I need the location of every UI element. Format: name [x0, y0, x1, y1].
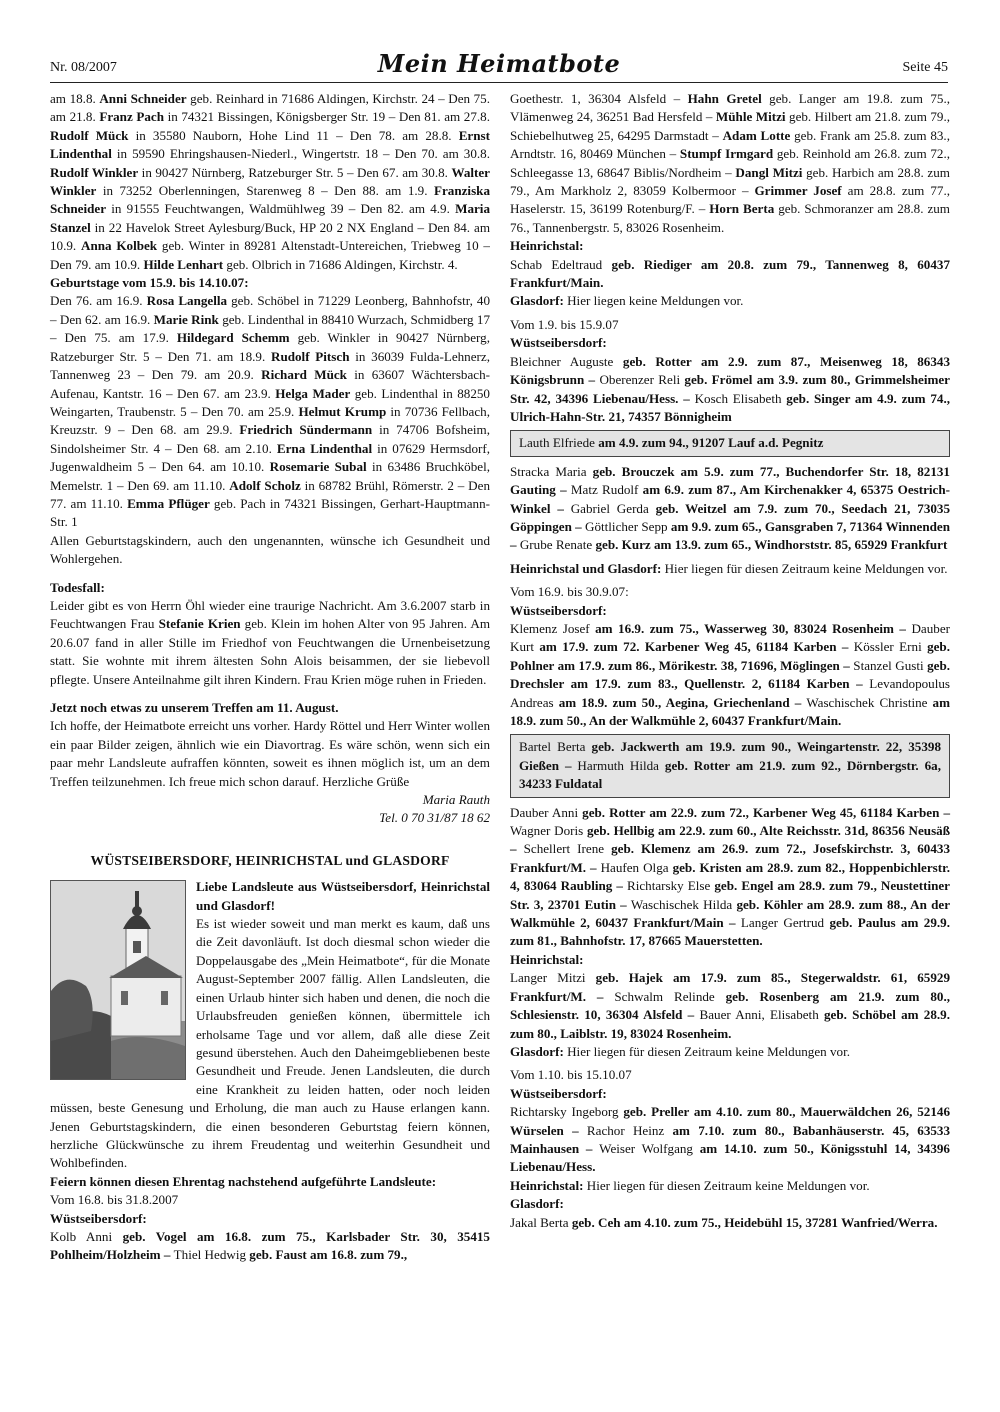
death-heading: Todesfall: [50, 579, 105, 595]
signature-phone: Tel. 0 70 31/87 18 62 [379, 810, 490, 826]
person-name: Dangl Mitzi [735, 164, 803, 180]
person-name: geb. Rotter am 22.9. zum 72., Karbener Weg 45, 61184 Karben – [578, 804, 950, 820]
person-name: Walter Winkler [50, 164, 490, 199]
person-name: Friedrich Sündermann [239, 422, 373, 438]
person-name: geb. Riediger am 20.8. zum 79., Tannenweg 8, 60437 Frankfurt/Main. [510, 256, 950, 291]
person-name: geb. Kurz am 13.9. zum 65., Windhorststr. 85, 65929 Frankfurt [592, 537, 948, 553]
person-name: geb. Klemenz am 26.9. zum 72., Josefskirchstr. 3, 60433 Frankfurt/M. – [510, 841, 950, 875]
issue-number: Nr. 08/2007 [50, 60, 117, 75]
greeting: Liebe Landsleute aus Wüstseibersdorf, Heinrichstal und Glasdorf! [196, 879, 490, 913]
meeting-text: Ich hoffe, der Heimatbote erreicht uns vorher. Hardy Röttel und Herr Winter wollen ein paar Bilder zeigen, ähnlich wie ein Diavortrag. Es wäre schön, wenn sich ein paar mehr Landsleute aufraffen könnten, soweit es ihnen möglich ist, um an dem Treffen teilzunehmen. Ich freue mich schon darauf. Herzliche Grüße [50, 718, 490, 789]
person-name: geb. Singer am 4.9. zum 74., Ulrich-Hahn-Str. 21, 74357 Bönnigheim [510, 390, 950, 424]
church-photo [50, 880, 186, 1080]
birthday-heading: Geburtstage vom 15.9. bis 14.10.07: [50, 275, 249, 291]
person-name: Adam Lotte [722, 127, 791, 143]
glasdorf-note-1: Glasdorf: Hier liegen keine Meldungen vor. [510, 293, 744, 309]
person-name: Stumpf Irmgard [679, 146, 774, 162]
birthday-list-w2: Bleichner Auguste geb. Rotter am 2.9. zum 87., Meisenweg 18, 86343 Königsbrunn – Oberenzer Reli geb. Frömel am 3.9. zum 80., Grimmelsheimer Str. 42, 34396 Liebenau/Hess. – Kosch Elisabeth geb. Singer am 4.9. zum 74., Ulrich-Hahn-Str. 21, 74357 Bönnigheim [510, 353, 950, 424]
person-name: geb. Hajek am 17.9. zum 85., Stegerwaldstr. 61, 65929 Frankfurt/M. – [510, 970, 950, 1004]
person-name: am 18.9. zum 50., An der Walkmühle 2, 60437 Frankfurt/Main. [510, 694, 951, 728]
person-name: geb. Preller am 4.10. zum 80., Mauerwäldchen 26, 52146 Würselen – [510, 1104, 950, 1138]
person-name: am 17.9. zum 72. Karbener Weg 45, 61184 Karben – [534, 639, 854, 655]
person-name: am 7.10. zum 80., Babanhäuserstr. 45, 63533 Mainhausen – [510, 1122, 951, 1156]
village-heinrichstal-2: Heinrichstal: [510, 951, 584, 967]
page-header [50, 38, 948, 83]
person-name: geb. Schöbel am 28.9. zum 80., Laiblstr. 19, 83024 Rosenheim. [510, 1007, 950, 1041]
person-name: geb. Brouczek am 5.9. zum 77., Buchendorfer Str. 18, 82131 Gauting – [510, 463, 950, 498]
person-name: geb. Paulus am 29.9. zum 81., Bahnhofstr. 17, 87665 Mauerstetten. [510, 915, 950, 949]
person-name: geb. Rosenberg am 21.9. zum 80., Schlesienstr. 10, 36304 Alsfeld – [510, 988, 950, 1023]
signature-name: Maria Rauth [422, 792, 490, 808]
person-name: am 14.10. zum 50., Königsstuhl 14, 34396 Liebenau/Hess. [510, 1140, 950, 1175]
birthday-list-g4: Jakal Berta geb. Ceh am 4.10. zum 75., Heidebühl 15, 37281 Wanfried/Werra. [510, 1214, 938, 1230]
birthday-list-aug: am 18.8. Anni Schneider geb. Reinhard in 71686 Aldingen, Kirchstr. 24 – Den 75. am 21.8. Franz Pach in 74321 Bissingen, Königsberger Str. 19 – Den 81. am 27.8. Rudolf Mück in 35580 Nauborn, Hohe Lind 11 – Den 78. am 28.8. Ernst Lindenthal in 59590 Ehringshausen-Niederl., Wingertstr. 18 – Den 70. am 30.8. Rudolf Winkler in 90427 Nürnberg, Ratzeburger Str. 5 – Den 67. am 30.8. Walter Winkler in 73252 Oberlenningen, Starenweg 8 – Den 88. am 1.9. Franziska Schneider in 91555 Feuchtwangen, Waldmühlweg 39 – Den 82. am 4.9. Maria Stanzel in 22 Havelok Street Aylesburg/Buck, HP 20 2 NX England – Den 84. am 10.9. Anna Kolbek geb. Winter in 89281 Altenstadt-Untereichen, Triebweg 10 – Den 79. am 10.9. Hilde Lenhart geb. Olbrich in 71686 Aldingen, Kirchstr. 4. [50, 91, 490, 272]
person-name: geb. Rotter am 21.9. zum 92., Dörnbergstr. 6a, 34233 Fuldatal [519, 757, 941, 792]
person-name: geb. Drechsler am 17.9. zum 83., Quellenstr. 2, 61184 Karben – [510, 657, 951, 692]
person-name: Rudolf Mück [50, 127, 129, 143]
person-name: geb. Kristen am 28.9. zum 82., Hoppenbichlerstr. 4, 83064 Raubling – [510, 859, 950, 894]
person-name: Helga Mader [275, 385, 351, 401]
person-name: Stefanie Krien [158, 616, 241, 632]
person-name: Helmut Krump [298, 403, 387, 419]
person-name: geb. Ceh am 4.10. zum 75., Heidebühl 15, 37281 Wanfried/Werra. [568, 1214, 938, 1230]
person-name: am 16.9. zum 75., Wasserweg 30, 83024 Rosenheim – [589, 620, 912, 636]
person-name: geb. Engel am 28.9. zum 79., Neustettiner Str. 3, 23701 Eutin – [510, 878, 950, 912]
village-wuestseibersdorf-4: Wüstseibersdorf: [510, 1085, 607, 1101]
person-name: am 18.9. zum 50., Aegina, Griechenland – [553, 694, 807, 710]
intro-text: Es ist wieder soweit und man merkt es kaum, daß uns die Zeit davonläuft. Ist doch diesmal schon wieder die Doppelausgabe des „Mein Heimatbote“, für die Monate August-September 2007 fällig. Allen Landsleuten, die einen Urlaub hinter sich haben und denen, die noch die Urlaubsfreuden genießen können, übermittele ich erholsame Tage und vor allem, daß alle diese Zeit gesund überstehen. Auch den Daheimgebliebenen beste Gesundheit und Freude. Jenen Landsleuten, die durch eine Krankheit zu leiden hatten, oder noch leiden müssen, beste Genesung und Erholung, die man auch zu Hause erlangen kann. Jenen Geburtstagskindern, die einen besonderen Geburtstag feiern können, herzliche Glückwünsche zu ihrem Freudentag und weiterhin Gesundheit und Wohlbefinden. [50, 916, 490, 1171]
highlight-entry-2: Bartel Berta geb. Jackwerth am 19.9. zum 90., Weingartenstr. 22, 35398 Gießen – Harmuth Hilda geb. Rotter am 21.9. zum 92., Dörnbergstr. 6a, 34233 Fuldatal [519, 739, 941, 792]
person-name: Hahn Gretel [687, 91, 762, 106]
person-name: am 6.9. zum 87., Am Kirchenakker 4, 65375 Oestrich-Winkel – [510, 482, 950, 516]
person-name: Grimmer Josef [754, 183, 842, 199]
birthday-list-h1: Schab Edeltraud geb. Riediger am 20.8. zum 79., Tannenweg 8, 60437 Frankfurt/Main. [510, 256, 950, 291]
left-column [50, 90, 490, 1265]
person-name: geb. Vogel am 16.8. zum 75., Karlsbader Str. 30, 35415 Pohlheim/Holzheim – [50, 1228, 490, 1263]
period-oct: Vom 1.10. bis 15.10.07 [510, 1067, 632, 1083]
right-column [510, 90, 950, 1232]
glasdorf-note-2: Glasdorf: Hier liegen für diesen Zeitraum keine Meldungen vor. [510, 1043, 850, 1059]
person-name: geb. Faust am 16.8. zum 79., [246, 1247, 408, 1263]
person-name: Rudolf Pitsch [270, 348, 350, 364]
village-wuestseibersdorf-3: Wüstseibersdorf: [510, 602, 607, 618]
person-name: Franz Pach [99, 109, 164, 125]
person-name: Hilde Lenhart [143, 256, 224, 272]
village-wuestseibersdorf-2: Wüstseibersdorf: [510, 335, 607, 351]
person-name: Marie Rink [153, 311, 219, 327]
person-name: Rudolf Winkler [50, 164, 139, 180]
person-name: geb. Rotter am 2.9. zum 87., Meisenweg 18, 86343 Königsbrunn – [510, 353, 950, 388]
church-icon [51, 881, 185, 1079]
highlight-box-1 [510, 430, 950, 456]
person-name: geb. Hellbig am 22.9. zum 60., Alte Reichsstr. 31d, 86356 Neusäß – [510, 823, 950, 857]
period-sep1: Vom 1.9. bis 15.9.07 [510, 316, 619, 332]
village-wuestseibersdorf: Wüstseibersdorf: [50, 1210, 147, 1226]
person-name: geb. Frömel am 3.9. zum 80., Grimmelsheimer Str. 42, 34396 Liebenau/Hess. – [510, 372, 950, 406]
birthday-list-w2b: Stracka Maria geb. Brouczek am 5.9. zum 77., Buchendorfer Str. 18, 82131 Gauting – Matz Rudolf am 6.9. zum 87., Am Kirchenakker 4, 65375 Oestrich-Winkel – Gabriel Gerda geb. Weitzel am 7.9. zum 70., Seedach 21, 73035 Göppingen – Göttlicher Sepp am 9.9. zum 65., Gansgraben 7, 71364 Winnenden – Grube Renate geb. Kurz am 13.9. zum 65., Windhorststr. 85, 65929 Frankfurt [510, 463, 951, 553]
person-name: Richard Mück [261, 367, 347, 383]
section-title: WÜSTSEIBERSDORF, HEINRICHSTAL und GLASDORF [90, 852, 450, 868]
birthday-list-h3: Langer Mitzi geb. Hajek am 17.9. zum 85., Stegerwaldstr. 61, 65929 Frankfurt/M. – Schwalm Relinde geb. Rosenberg am 21.9. zum 80., Schlesienstr. 10, 36304 Alsfeld – Bauer Anni, Elisabeth geb. Schöbel am 28.9. zum 80., Laiblstr. 19, 83024 Rosenheim. [510, 970, 950, 1041]
person-name: Hildegard Schemm [176, 330, 290, 346]
village-glasdorf-4: Glasdorf: [510, 1196, 564, 1212]
person-name: am 4.9. zum 94., 91207 Lauf a.d. Pegnitz [594, 435, 824, 451]
person-name: Horn Berta [709, 201, 775, 217]
person-name: geb. Weitzel am 7.9. zum 70., Seedach 21, 73035 Göppingen – [510, 500, 951, 534]
person-name: geb. Köhler am 28.9. zum 88., An der Walkmühle 2, 60437 Frankfurt/Main – [510, 896, 951, 931]
person-name: geb. Pohlner am 17.9. zum 86., Mörikestr. 38, 71696, Möglingen – [510, 639, 950, 673]
person-name: geb. Jackwerth am 19.9. zum 90., Weingartenstr. 22, 35398 Gießen – [519, 739, 941, 773]
person-name: Maria Stanzel [50, 201, 490, 235]
birthday-list-w4: Richtarsky Ingeborg geb. Preller am 4.10. zum 80., Mauerwäldchen 26, 52146 Würselen – Rachor Heinz am 7.10. zum 80., Babanhäuserstr. 45, 63533 Mainhausen – Weiser Wolfgang am 14.10. zum 50., Königsstuhl 14, 34396 Liebenau/Hess. [510, 1104, 951, 1175]
person-name: Ernst Lindenthal [50, 127, 490, 162]
celebrate-heading: Feiern können diesen Ehrentag nachstehend aufgeführte Landsleute: [50, 1173, 437, 1189]
birthday-list-sep-oct: Den 76. am 16.9. Rosa Langella geb. Schöbel in 71229 Leonberg, Bahnhofstr, 40 – Den 62. am 16.9. Marie Rink geb. Lindenthal in 88410 Wurzach, Schmidberg 17 – Den 75. am 17.9. Hildegard Schemm geb. Winkler in 90427 Nürnberg, Ratzeburger Str. 5 – Den 71. am 18.9. Rudolf Pitsch in 36039 Fulda-Lehnerz, Tannenweg 23 – Den 79. am 20.9. Richard Mück in 63607 Wächtersbach-Aufenau, Kantstr. 16 – Den 67. am 23.9. Helga Mader geb. Lindenthal in 88250 Weingarten, Traubenstr. 5 – Den 70. am 25.9. Helmut Krump in 70736 Fellbach, Kreuzstr. 9 – Den 68. am 29.9. Friedrich Sündermann in 74706 Bofsheim, Sindolsheimer Str. 4 – Den 68. am 2.10. Erna Lindenthal in 07629 Hermsdorf, Jugenwaldheim 5 – Den 64. am 10.10. Rosemarie Subal in 63486 Bruchköbel, Memelstr. 1 – Den 69. am 11.10. Adolf Scholz in 68782 Brühl, Römerstr. 2 – Den 77. am 11.10. Emma Pflüger geb. Pach in 74321 Bissingen, Gerhart-Hauptmann-Str. 1 [50, 293, 490, 530]
person-name: Anna Kolbek [80, 238, 158, 254]
period-aug: Vom 16.8. bis 31.8.2007 [50, 1192, 179, 1208]
highlight-entry-1: Lauth Elfriede am 4.9. zum 94., 91207 Lauf a.d. Pegnitz [519, 435, 824, 451]
person-name: Erna Lindenthal [276, 440, 373, 456]
birthday-list-w1: Kolb Anni geb. Vogel am 16.8. zum 75., Karlsbader Str. 30, 35415 Pohlheim/Holzheim – Thiel Hedwig geb. Faust am 16.8. zum 79., [50, 1228, 490, 1263]
highlight-box-2 [510, 734, 950, 797]
person-name: Adolf Scholz [229, 477, 301, 493]
masthead-logo: Mein Heimatbote [377, 49, 621, 78]
hg-note: Heinrichstal und Glasdorf: Hier liegen für diesen Zeitraum keine Meldungen vor. [510, 560, 948, 576]
person-name: Mühle Mitzi [715, 109, 786, 125]
meeting-heading: Jetzt noch etwas zu unserem Treffen am 11. August. [50, 700, 339, 715]
heinrichstal-note-4: Heinrichstal: Hier liegen für diesen Zeitraum keine Meldungen vor. [510, 1177, 870, 1193]
period-sep2: Vom 16.9. bis 30.9.07: [510, 584, 629, 600]
death-notice: Leider gibt es von Herrn Öhl wieder eine traurige Nachricht. Am 3.6.2007 starb in Feuchtwangen Frau Stefanie Krien geb. Klein im hohen Alter von 95 Jahren. Am 20.6.07 fand in aller Stille im Friedhof von Feuchtwangen die Urnenbeisetzung statt. Sie wohnte mit ihrem ältesten Sohn Alois beisammen, der sie liebevoll pflegte. Unsere Anteilnahme gilt ihren Kindern. Frau Krien möge ruhen in Frieden. [50, 597, 490, 687]
person-name: Anni Schneider [99, 91, 187, 106]
birthday-list-w1-cont: Goethestr. 1, 36304 Alsfeld – Hahn Gretel geb. Langer am 19.8. zum 75., Vlämenweg 24, 36251 Bad Hersfeld – Mühle Mitzi geb. Hilbert am 21.8. zum 79., Schiebelhutweg 25, 64295 Darmstadt – Adam Lotte geb. Frank am 25.8. zum 83., Arndtstr. 16, 80469 München – Stumpf Irmgard geb. Reinhold am 26.8. zum 72., Schleegasse 13, 68647 Biblis/Nordheim – Dangl Mitzi geb. Harbich am 28.8. zum 79., Am Markholz 2, 83059 Kolbermoor – Grimmer Josef am 28.8. zum 77., Haselerstr. 15, 36199 Rotenburg/F. – Horn Berta geb. Schmoranzer am 28.8. zum 76., Tannenbergstr. 5, 83026 Rosenheim. [510, 91, 951, 235]
birthday-wishes: Allen Geburtstagskindern, auch den ungenannten, wünsche ich Gesundheit und Wohlergehen. [50, 532, 490, 567]
person-name: am 9.9. zum 65., Gansgraben 7, 71364 Winnenden – [510, 518, 950, 553]
person-name: Rosa Langella [146, 293, 228, 309]
birthday-list-w3: Klemenz Josef am 16.9. zum 75., Wasserweg 30, 83024 Rosenheim – Dauber Kurt am 17.9. zum 72. Karbener Weg 45, 61184 Karben – Kössler Erni geb. Pohlner am 17.9. zum 86., Mörikestr. 38, 71696, Möglingen – Stanzel Gusti geb. Drechsler am 17.9. zum 83., Quellenstr. 2, 61184 Karben – Levandopoulus Andreas am 18.9. zum 50., Aegina, Griechenland – Waschischek Christine am 18.9. zum 50., An der Walkmühle 2, 60437 Frankfurt/Main. [510, 620, 951, 728]
person-name: Franziska Schneider [50, 183, 490, 217]
birthday-list-w3b: Dauber Anni geb. Rotter am 22.9. zum 72., Karbener Weg 45, 61184 Karben – Wagner Doris geb. Hellbig am 22.9. zum 60., Alte Reichsstr. 31d, 86356 Neusäß – Schellert Irene geb. Klemenz am 26.9. zum 72., Josefskirchstr. 3, 60433 Frankfurt/M. – Haufen Olga geb. Kristen am 28.9. zum 82., Hoppenbichlerstr. 4, 83064 Raubling – Richtarsky Else geb. Engel am 28.9. zum 79., Neustettiner Str. 3, 23701 Eutin – Waschischek Hilda geb. Köhler am 28.9. zum 88., An der Walkmühle 2, 60437 Frankfurt/Main – Langer Gertrud geb. Paulus am 29.9. zum 81., Bahnhofstr. 17, 87665 Mauerstetten. [510, 804, 951, 949]
person-name: Rosemarie Subal [269, 459, 367, 475]
page-number: Seite 45 [902, 60, 948, 75]
village-heinrichstal: Heinrichstal: [510, 238, 584, 254]
person-name: Emma Pflüger [127, 495, 210, 511]
